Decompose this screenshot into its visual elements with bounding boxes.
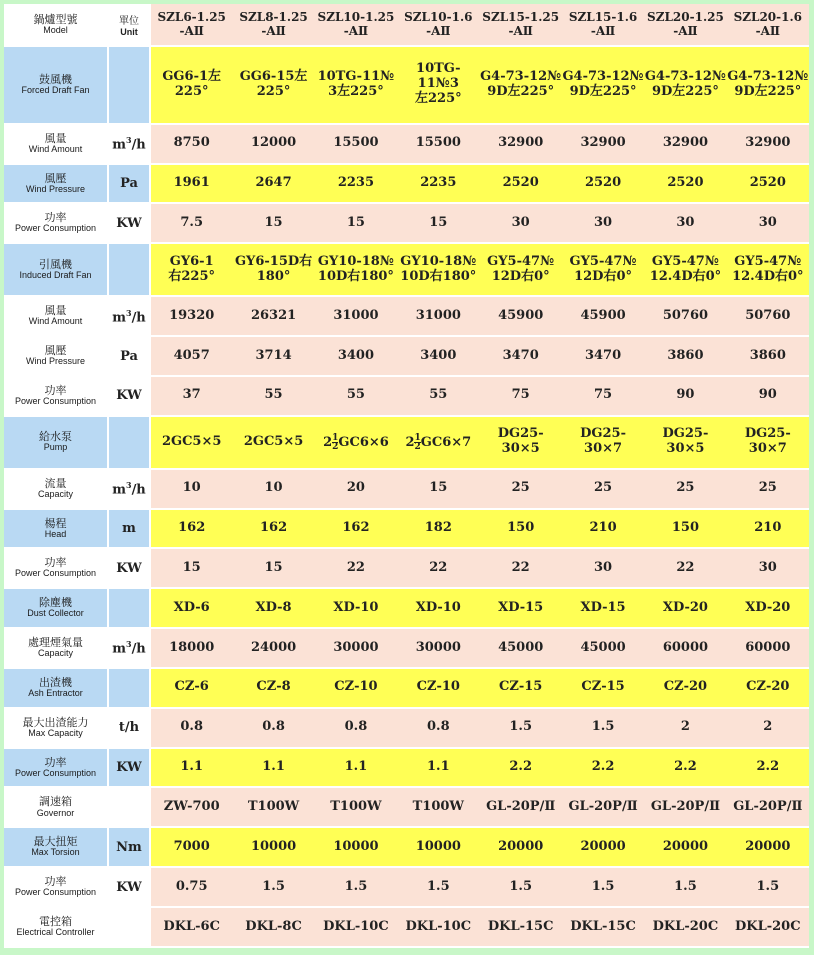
value-cell: 162 (232, 509, 314, 549)
value-cell: CZ-20 (644, 668, 726, 708)
value-cell: GY5-47№ 12.4D右0° (727, 243, 809, 296)
row-label-zh: 電控箱 (39, 915, 72, 929)
value-cell: GY5-47№ 12D右0° (562, 243, 644, 296)
row-label-en: Power Consumption (14, 887, 97, 898)
value-cell: T100W (397, 787, 479, 827)
value-cell: 1.5 (644, 867, 726, 907)
value-cell: 45000 (562, 628, 644, 668)
value-cell: G4-73-12№ 9D左225° (644, 46, 726, 124)
value-cell: 10TG-11№3 左225° (397, 46, 479, 124)
value-cell: XD-20 (644, 588, 726, 628)
value-cell: 162 (150, 509, 232, 549)
value-cell: 55 (397, 376, 479, 416)
row-label-cell (4, 628, 108, 668)
row-unit-cell (108, 668, 150, 708)
value-cell: 45900 (480, 296, 562, 336)
value-cell: DG25-30×5 (480, 416, 562, 469)
header-unit-en: Unit (120, 27, 138, 37)
table-row (4, 124, 809, 164)
row-label-cell (4, 708, 108, 748)
row-unit-cell (108, 416, 150, 469)
value-cell: 2 $\frac{1}{2}$ GC6×7 (397, 416, 479, 469)
value-cell: 30 (727, 203, 809, 243)
value-cell: 25 (480, 469, 562, 509)
value-cell: 75 (562, 376, 644, 416)
value-cell: 10TG-11№ 3左225° (315, 46, 397, 124)
table-row (4, 548, 809, 588)
row-label-en: Wind Pressure (25, 356, 86, 367)
value-cell: 2 (644, 708, 726, 748)
table-row (4, 46, 809, 124)
value-cell: 2 $\frac{1}{2}$ GC6×6 (315, 416, 397, 469)
row-label-en: Power Consumption (14, 223, 97, 234)
row-label-en: Power Consumption (14, 767, 97, 778)
value-cell: 15 (150, 548, 232, 588)
value-cell: 2235 (315, 164, 397, 204)
table-row (4, 336, 809, 376)
value-cell: 30 (562, 203, 644, 243)
row-label-en: Pump (43, 442, 68, 453)
row-unit-cell (108, 907, 150, 947)
value-cell: 2520 (727, 164, 809, 204)
value-cell: 1.5 (480, 708, 562, 748)
value-cell: 3400 (397, 336, 479, 376)
table-row (4, 748, 809, 788)
value-cell: DKL-8C (232, 907, 314, 947)
row-label-cell (4, 46, 108, 124)
value-cell: GL-20P/Ⅱ (562, 787, 644, 827)
value-cell: ZW-700 (150, 787, 232, 827)
row-label-cell (4, 748, 108, 788)
row-unit-cell (108, 46, 150, 124)
value-cell: 3860 (644, 336, 726, 376)
row-label-cell (4, 907, 108, 947)
row-label-cell (4, 469, 108, 509)
value-cell: G4-73-12№ 9D左225° (562, 46, 644, 124)
row-label-en: Dust Collector (27, 608, 84, 619)
value-cell: 1961 (150, 164, 232, 204)
value-cell: XD-10 (315, 588, 397, 628)
value-cell: 30000 (397, 628, 479, 668)
value-cell: 1.1 (232, 748, 314, 788)
row-label-en: Capacity (37, 488, 73, 499)
row-unit-cell: $m^3/h$ (108, 296, 150, 336)
value-cell: CZ-10 (315, 668, 397, 708)
value-cell: 0.75 (150, 867, 232, 907)
row-unit-cell: t/h (108, 708, 150, 748)
value-cell: GY10-18№ 10D右180° (397, 243, 479, 296)
value-cell: 1.5 (480, 867, 562, 907)
value-cell: 3400 (315, 336, 397, 376)
value-cell: 10000 (397, 827, 479, 867)
value-cell: 2520 (644, 164, 726, 204)
model-header-cell: SZL6-1.25 -AⅡ (150, 4, 232, 46)
value-cell: GY6-1 右225° (150, 243, 232, 296)
value-cell: 0.8 (232, 708, 314, 748)
table-row (4, 376, 809, 416)
value-cell: 2 (727, 708, 809, 748)
table-row (4, 588, 809, 628)
value-cell: T100W (232, 787, 314, 827)
value-cell: 20000 (562, 827, 644, 867)
value-cell: 2GC5×5 (232, 416, 314, 469)
value-cell: 0.8 (397, 708, 479, 748)
model-header-cell: SZL20-1.6 -AⅡ (727, 4, 809, 46)
value-cell: DKL-10C (315, 907, 397, 947)
row-label-cell (4, 203, 108, 243)
value-cell: 20000 (480, 827, 562, 867)
value-cell: 15 (232, 203, 314, 243)
row-label-en: Power Consumption (14, 568, 97, 579)
row-label-zh: 處理煙氣量 (28, 636, 83, 650)
value-cell: 15500 (315, 124, 397, 164)
row-unit-cell: KW (108, 867, 150, 907)
value-cell: XD-20 (727, 588, 809, 628)
value-cell: 75 (480, 376, 562, 416)
value-cell: 22 (644, 548, 726, 588)
value-cell: 2520 (480, 164, 562, 204)
value-cell: 45900 (562, 296, 644, 336)
value-cell: GY5-47№ 12D右0° (480, 243, 562, 296)
value-cell: 15 (232, 548, 314, 588)
value-cell: 32900 (727, 124, 809, 164)
value-cell: 31000 (315, 296, 397, 336)
row-label-zh: 鼓風機 (39, 72, 72, 86)
row-unit-cell: KW (108, 203, 150, 243)
model-header-cell: SZL10-1.25 -AⅡ (315, 4, 397, 46)
row-label-zh: 給水泵 (39, 430, 72, 444)
value-cell: 2.2 (562, 748, 644, 788)
fraction-half: $\frac{1}{2}$ (332, 432, 339, 452)
row-label-en: Ash Entractor (28, 687, 83, 698)
value-cell: 20000 (644, 827, 726, 867)
row-label-cell (4, 867, 108, 907)
row-label-en: Head (44, 528, 67, 539)
row-label-zh: 除塵機 (39, 596, 72, 610)
value-cell: 2647 (232, 164, 314, 204)
row-label-zh: 楊程 (44, 516, 67, 530)
row-unit-cell: KW (108, 748, 150, 788)
value-cell: 1.5 (727, 867, 809, 907)
value-cell: 150 (644, 509, 726, 549)
value-cell: 26321 (232, 296, 314, 336)
value-cell: XD-15 (562, 588, 644, 628)
value-cell: 1.1 (397, 748, 479, 788)
row-label-zh: 功率 (44, 383, 67, 397)
value-cell: 24000 (232, 628, 314, 668)
value-cell: 25 (727, 469, 809, 509)
value-cell: 22 (480, 548, 562, 588)
value-cell: 210 (727, 509, 809, 549)
row-unit-cell: Pa (108, 336, 150, 376)
value-cell: 1.5 (232, 867, 314, 907)
row-unit-cell (108, 588, 150, 628)
value-cell: 1.1 (315, 748, 397, 788)
value-cell: XD-15 (480, 588, 562, 628)
table-row (4, 628, 809, 668)
header-label-en: Model (43, 24, 68, 35)
table-row (4, 243, 809, 296)
value-cell: 25 (562, 469, 644, 509)
header-label-cell (4, 4, 108, 46)
value-cell: 19320 (150, 296, 232, 336)
value-cell: 22 (397, 548, 479, 588)
value-cell: 8750 (150, 124, 232, 164)
value-cell: 2.2 (480, 748, 562, 788)
row-label-cell (4, 787, 108, 827)
value-cell: T100W (315, 787, 397, 827)
value-cell: 37 (150, 376, 232, 416)
row-unit-cell: Pa (108, 164, 150, 204)
row-label-cell (4, 296, 108, 336)
value-cell: GG6-1左 225° (150, 46, 232, 124)
value-cell: 60000 (644, 628, 726, 668)
value-cell: 182 (397, 509, 479, 549)
table-row (4, 668, 809, 708)
value-cell: 1.1 (150, 748, 232, 788)
value-cell: 90 (644, 376, 726, 416)
boiler-spec-table (4, 4, 809, 948)
row-unit-cell (108, 243, 150, 296)
value-cell: 3714 (232, 336, 314, 376)
model-header-cell: SZL15-1.6 -AⅡ (562, 4, 644, 46)
table-row (4, 296, 809, 336)
value-cell: DKL-15C (480, 907, 562, 947)
value-cell: 2.2 (727, 748, 809, 788)
row-label-zh: 功率 (44, 755, 67, 769)
value-cell: 30 (644, 203, 726, 243)
row-label-cell (4, 509, 108, 549)
value-cell: 25 (644, 469, 726, 509)
value-cell: DKL-15C (562, 907, 644, 947)
table-row (4, 708, 809, 748)
value-cell: 90 (727, 376, 809, 416)
value-cell: XD-8 (232, 588, 314, 628)
value-cell: 15 (397, 203, 479, 243)
value-cell: 15500 (397, 124, 479, 164)
value-cell: 162 (315, 509, 397, 549)
value-cell: 31000 (397, 296, 479, 336)
value-cell: GG6-15左 225° (232, 46, 314, 124)
value-cell: 3860 (727, 336, 809, 376)
row-label-en: Governor (36, 807, 75, 818)
value-cell: 7.5 (150, 203, 232, 243)
row-label-zh: 調速箱 (39, 795, 72, 809)
row-label-cell (4, 124, 108, 164)
value-cell: GY5-47№ 12.4D右0° (644, 243, 726, 296)
value-cell: 50760 (644, 296, 726, 336)
value-cell: 3470 (480, 336, 562, 376)
value-cell: 1.5 (562, 867, 644, 907)
value-cell: DKL-20C (727, 907, 809, 947)
value-cell: 55 (315, 376, 397, 416)
value-cell: 7000 (150, 827, 232, 867)
value-cell: 10000 (232, 827, 314, 867)
value-cell: 32900 (480, 124, 562, 164)
value-cell: 0.8 (150, 708, 232, 748)
value-cell: 30000 (315, 628, 397, 668)
row-unit-cell: $m^3/h$ (108, 628, 150, 668)
header-unit-zh: 單位 (119, 16, 139, 27)
row-label-cell (4, 416, 108, 469)
value-cell: 30 (727, 548, 809, 588)
value-cell: DKL-10C (397, 907, 479, 947)
row-label-cell (4, 376, 108, 416)
row-unit-cell (108, 787, 150, 827)
row-label-en: Electrical Controller (16, 927, 95, 938)
row-label-cell (4, 548, 108, 588)
row-label-zh: 出渣機 (39, 675, 72, 689)
value-cell: DKL-20C (644, 907, 726, 947)
header-unit-cell (108, 4, 150, 46)
row-label-cell (4, 588, 108, 628)
value-cell: DG25-30×7 (562, 416, 644, 469)
row-label-en: Forced Draft Fan (21, 84, 90, 95)
table-row (4, 509, 809, 549)
value-cell: 30 (562, 548, 644, 588)
value-cell: G4-73-12№ 9D左225° (480, 46, 562, 124)
value-cell: GY6-15D右 180° (232, 243, 314, 296)
value-cell: 3470 (562, 336, 644, 376)
table-row (4, 164, 809, 204)
value-cell: 32900 (562, 124, 644, 164)
value-cell: 18000 (150, 628, 232, 668)
value-cell: 20000 (727, 827, 809, 867)
row-unit-cell: m (108, 509, 150, 549)
value-cell: CZ-10 (397, 668, 479, 708)
row-label-en: Capacity (37, 648, 73, 659)
value-cell: 10 (150, 469, 232, 509)
row-label-zh: 功率 (44, 875, 67, 889)
model-header-cell: SZL10-1.6 -AⅡ (397, 4, 479, 46)
row-unit-cell: $m^3/h$ (108, 124, 150, 164)
row-label-zh: 風壓 (44, 344, 67, 358)
value-cell: 50760 (727, 296, 809, 336)
model-header-cell: SZL8-1.25 -AⅡ (232, 4, 314, 46)
value-cell: 15 (397, 469, 479, 509)
value-cell: 2.2 (644, 748, 726, 788)
table-row (4, 827, 809, 867)
value-cell: DKL-6C (150, 907, 232, 947)
value-cell: 55 (232, 376, 314, 416)
value-cell: CZ-8 (232, 668, 314, 708)
value-cell: 210 (562, 509, 644, 549)
table-row (4, 907, 809, 947)
value-cell: 60000 (727, 628, 809, 668)
row-label-en: Power Consumption (14, 395, 97, 406)
row-label-en: Induced Draft Fan (19, 269, 92, 280)
row-label-zh: 最大出渣能力 (22, 715, 89, 729)
header-row (4, 4, 809, 46)
value-cell: CZ-20 (727, 668, 809, 708)
value-cell: 12000 (232, 124, 314, 164)
row-unit-cell: KW (108, 376, 150, 416)
row-label-cell (4, 827, 108, 867)
row-label-zh: 功率 (44, 211, 67, 225)
value-cell: XD-6 (150, 588, 232, 628)
value-cell: 2520 (562, 164, 644, 204)
value-cell: GY10-18№ 10D右180° (315, 243, 397, 296)
value-cell: DG25-30×5 (644, 416, 726, 469)
row-label-cell (4, 243, 108, 296)
row-label-cell (4, 336, 108, 376)
table-row (4, 416, 809, 469)
table-row (4, 203, 809, 243)
row-label-cell (4, 668, 108, 708)
spec-table-body (4, 4, 809, 947)
value-cell: GL-20P/Ⅱ (644, 787, 726, 827)
value-cell: GL-20P/Ⅱ (727, 787, 809, 827)
value-cell: DG25-30×7 (727, 416, 809, 469)
value-cell: 0.8 (315, 708, 397, 748)
value-cell: 10 (232, 469, 314, 509)
row-label-zh: 風量 (44, 304, 67, 318)
value-cell: 150 (480, 509, 562, 549)
value-cell: 1.5 (562, 708, 644, 748)
value-cell: G4-73-12№ 9D左225° (727, 46, 809, 124)
row-unit-cell: Nm (108, 827, 150, 867)
value-cell: 30 (480, 203, 562, 243)
header-label-zh: 鍋爐型號 (33, 12, 78, 26)
row-label-zh: 風量 (44, 131, 67, 145)
row-label-en: Wind Amount (28, 316, 83, 327)
model-header-cell: SZL20-1.25 -AⅡ (644, 4, 726, 46)
row-label-zh: 功率 (44, 556, 67, 570)
value-cell: 4057 (150, 336, 232, 376)
value-cell: 2GC5×5 (150, 416, 232, 469)
value-cell: 20 (315, 469, 397, 509)
row-label-zh: 風壓 (44, 171, 67, 185)
fraction-half: $\frac{1}{2}$ (414, 432, 421, 452)
value-cell: CZ-15 (562, 668, 644, 708)
row-label-zh: 最大扭矩 (33, 835, 78, 849)
value-cell: 15 (315, 203, 397, 243)
table-row (4, 867, 809, 907)
row-label-zh: 引風機 (39, 257, 72, 271)
table-row (4, 787, 809, 827)
row-label-en: Wind Amount (28, 143, 83, 154)
value-cell: 45000 (480, 628, 562, 668)
value-cell: GL-20P/Ⅱ (480, 787, 562, 827)
value-cell: 10000 (315, 827, 397, 867)
model-header-cell: SZL15-1.25 -AⅡ (480, 4, 562, 46)
row-label-zh: 流量 (44, 476, 67, 490)
value-cell: XD-10 (397, 588, 479, 628)
table-row (4, 469, 809, 509)
value-cell: 32900 (644, 124, 726, 164)
value-cell: 1.5 (397, 867, 479, 907)
row-label-en: Max Capacity (28, 727, 83, 738)
value-cell: 22 (315, 548, 397, 588)
row-unit-cell: KW (108, 548, 150, 588)
value-cell: CZ-15 (480, 668, 562, 708)
row-unit-cell: $m^3/h$ (108, 469, 150, 509)
row-label-cell (4, 164, 108, 204)
value-cell: CZ-6 (150, 668, 232, 708)
value-cell: 1.5 (315, 867, 397, 907)
value-cell: 2235 (397, 164, 479, 204)
row-label-en: Max Torsion (31, 847, 80, 858)
row-label-en: Wind Pressure (25, 183, 86, 194)
